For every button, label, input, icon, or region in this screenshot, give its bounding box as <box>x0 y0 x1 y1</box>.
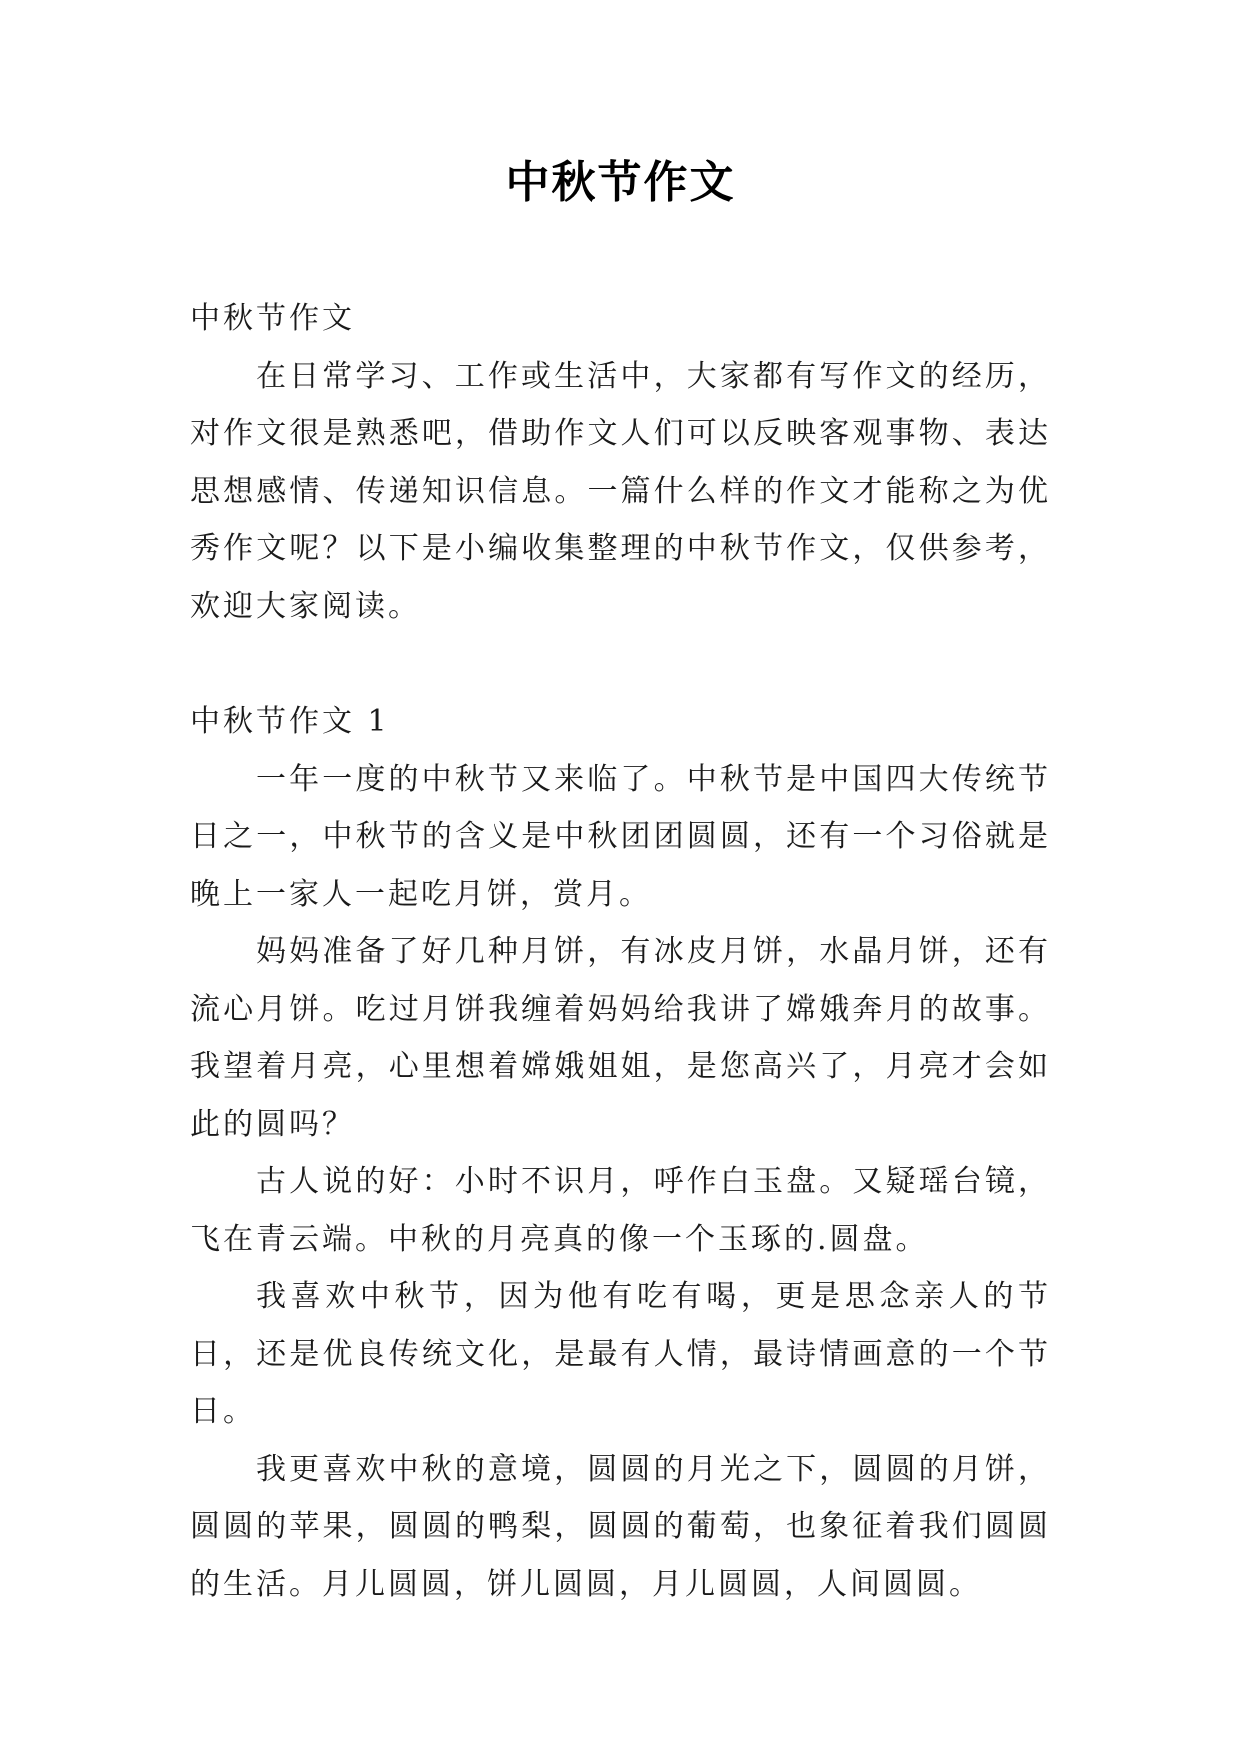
intro-paragraph: 在日常学习、工作或生活中，大家都有写作文的经历，对作文很是熟悉吧，借助作文人们可以反映客观事物、表达思想感情、传递知识信息。一篇什么样的作文才能称之为优秀作文呢？以下是小编收集整理的中秋节作文，仅供参考，欢迎大家阅读。 <box>190 358 1051 624</box>
section-spacer <box>190 635 1051 693</box>
essay-1-paragraph: 我更喜欢中秋的意境，圆圆的月光之下，圆圆的月饼，圆圆的苹果，圆圆的鸭梨，圆圆的葡萄，也象征着我们圆圆的生活。月儿圆圆，饼儿圆圆，月儿圆圆，人间圆圆。 <box>190 1451 1051 1602</box>
essay-1-paragraph: 妈妈准备了好几种月饼，有冰皮月饼，水晶月饼，还有流心月饼。吃过月饼我缠着妈妈给我讲了嫦娥奔月的故事。我望着月亮，心里想着嫦娥姐姐，是您高兴了，月亮才会如此的圆吗？ <box>190 934 1051 1142</box>
document-body <box>190 290 1051 1613</box>
document-title: 中秋节作文 <box>505 157 736 208</box>
essay-1-paragraph: 我喜欢中秋节，因为他有吃有喝，更是思念亲人的节日，还是优良传统文化，是最有人情，最诗情画意的一个节日。 <box>190 1279 1051 1429</box>
essay-1-paragraph: 一年一度的中秋节又来临了。中秋节是中国四大传统节日之一，中秋节的含义是中秋团团圆圆，还有一个习俗就是晚上一家人一起吃月饼，赏月。 <box>190 761 1051 912</box>
intro-heading: 中秋节作文 <box>190 301 355 336</box>
essay-1-heading: 中秋节作文 1 <box>190 704 390 739</box>
essay-1-paragraph: 古人说的好：小时不识月，呼作白玉盘。又疑瑶台镜，飞在青云端。中秋的月亮真的像一个玉琢的.圆盘。 <box>190 1164 1051 1257</box>
